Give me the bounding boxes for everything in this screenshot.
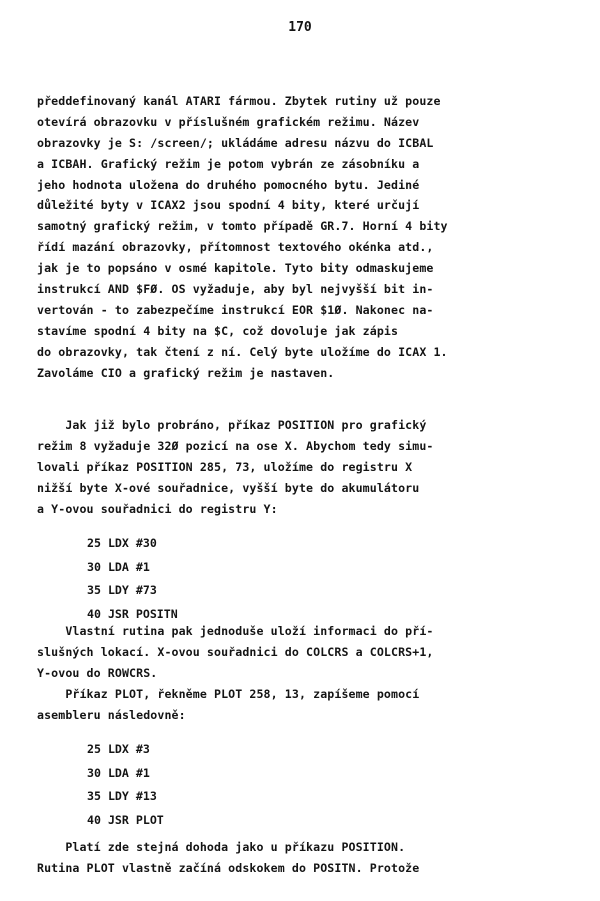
text-line: Jak již bylo probráno, příkaz POSITION pro grafický (37, 418, 427, 432)
text-line: Rutina PLOT vlastně začíná odskokem do POSITN. Protože (37, 860, 420, 875)
code-listing-1 (87, 532, 178, 627)
code-line: 40 JSR PLOT (87, 813, 164, 828)
code-line: 40 JSR POSITN (87, 607, 178, 622)
text-line: jak je to popsáno v osmé kapitole. Tyto bity odmaskujeme (37, 261, 434, 276)
text-line: nižší byte X-ové souřadnice, vyšší byte do akumulátoru (37, 480, 420, 495)
code-line: 25 LDX #3 (87, 742, 150, 756)
text-line: do obrazovky, tak čtení z ní. Celý byte uložíme do ICAX 1. (37, 344, 448, 359)
code-line: 35 LDY #73 (87, 583, 157, 598)
text-line: a Y-ovou souřadnici do registru Y: (37, 501, 278, 516)
text-line: lovali příkaz POSITION 285, 73, uložíme do registru X (37, 459, 413, 474)
text-line: samotný grafický režim, v tomto případě GR.7. Horní 4 bity (37, 219, 448, 234)
text-line: slušných lokací. X-ovou souřadnici do COLCRS a COLCRS+1, (37, 644, 434, 659)
page-number: 170 (288, 20, 312, 35)
code-listing-2 (87, 738, 164, 833)
text-line: a ICBAH. Grafický režim je potom vybrán ze zásobníku a (37, 156, 420, 171)
text-line: řídí mazání obrazovky, přítomnost textového okénka atd., (37, 240, 434, 255)
paragraph-1 (37, 91, 567, 383)
text-line: Y-ovou do ROWCRS. (37, 665, 158, 680)
paragraph-2 (37, 415, 567, 519)
text-line: Zavoláme CIO a grafický režim je nastaven. (37, 365, 335, 380)
text-line: Vlastní rutina pak jednoduše uloží informaci do pří- (37, 624, 434, 638)
paragraph-4 (37, 837, 567, 879)
text-line: jeho hodnota uložena do druhého pomocného bytu. Jediné (37, 177, 420, 192)
text-line: Příkaz PLOT, řekněme PLOT 258, 13, zapíšeme pomocí (37, 686, 420, 701)
text-line: vertován - to zabezpečíme instrukcí EOR $1Ø. Nakonec na- (37, 302, 434, 317)
text-line: Platí zde stejná dohoda jako u příkazu POSITION. (37, 840, 406, 854)
text-line: asembleru následovně: (37, 707, 186, 722)
text-line: režim 8 vyžaduje 32Ø pozicí na ose X. Abychom tedy simu- (37, 438, 434, 453)
code-line: 30 LDA #1 (87, 765, 150, 780)
code-line: 25 LDX #30 (87, 536, 157, 550)
text-line: obrazovky je S: /screen/; ukládáme adresu názvu do ICBAL (37, 135, 434, 150)
text-line: předdefinovaný kanál ATARI fármou. Zbytek rutiny už pouze (37, 94, 441, 108)
paragraph-3 (37, 621, 567, 725)
text-line: otevírá obrazovku v příslušném grafickém režimu. Název (37, 114, 420, 129)
text-line: důležité byty v ICAX2 jsou spodní 4 bity, které určují (37, 198, 420, 213)
code-line: 35 LDY #13 (87, 789, 157, 804)
code-line: 30 LDA #1 (87, 559, 150, 574)
text-line: instrukcí AND $FØ. OS vyžaduje, aby byl nejvyšší bit in- (37, 282, 434, 297)
text-line: stavíme spodní 4 bity na $C, což dovoluje jak zápis (37, 323, 399, 338)
